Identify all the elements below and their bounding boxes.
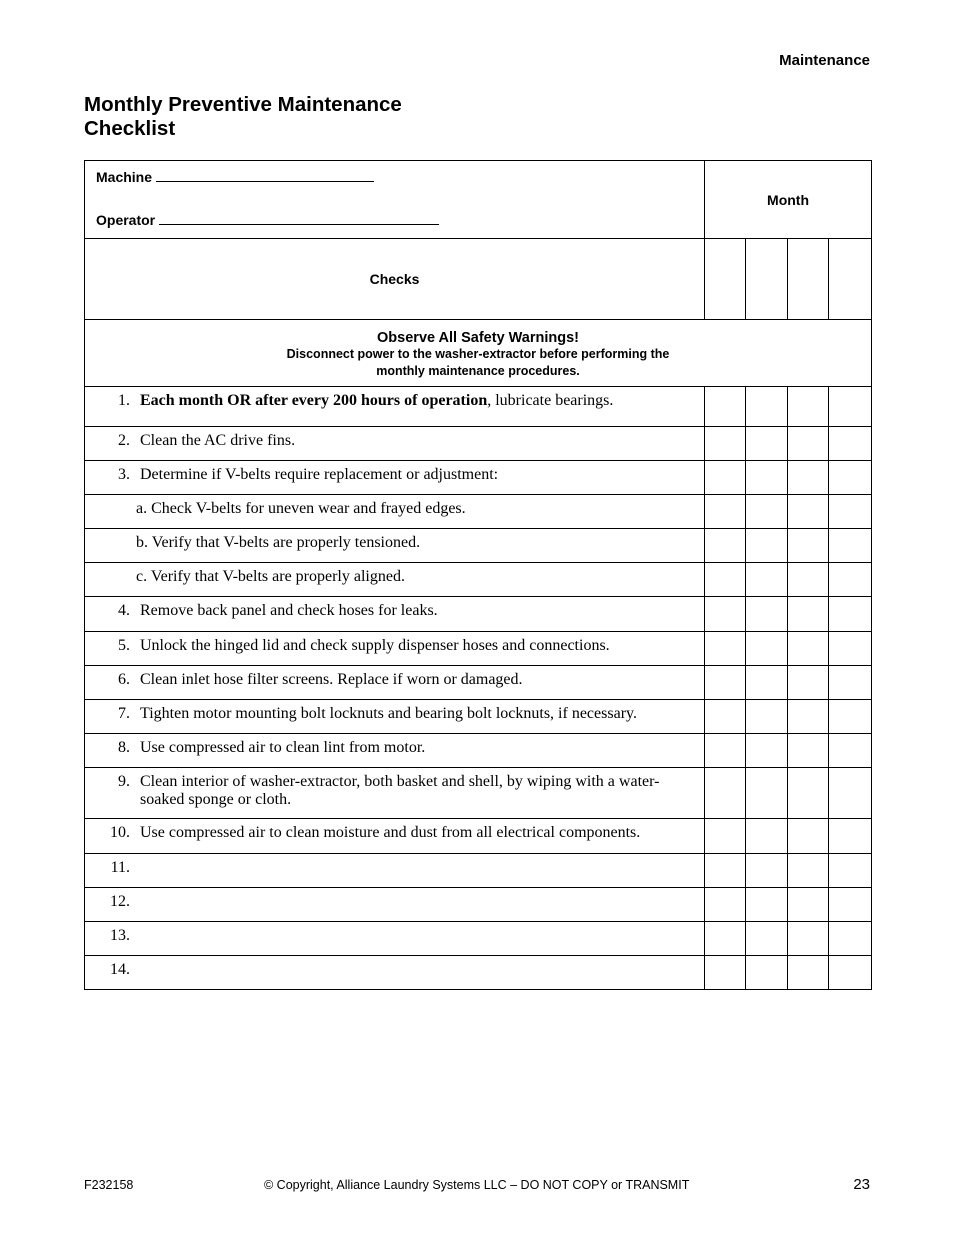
check-cell: [85, 427, 705, 461]
month-header: Month: [705, 161, 872, 239]
month-checkbox-cell-2[interactable]: [746, 563, 788, 597]
month-checkbox-cell-2[interactable]: [746, 461, 788, 495]
checklist-row: [85, 734, 872, 768]
check-cell: [85, 597, 705, 632]
item-text: [140, 432, 694, 450]
month-checkbox-cell-4[interactable]: [829, 700, 872, 734]
item-plain-text: Use compressed air to clean lint from motor.: [140, 739, 426, 756]
month-checkbox-cell-1[interactable]: [705, 495, 746, 529]
month-checkbox-cell-4[interactable]: [829, 387, 872, 427]
warning-line-2: monthly maintenance procedures.: [376, 364, 580, 378]
item-text: [140, 705, 694, 723]
machine-field[interactable]: [156, 169, 374, 182]
checklist-row: [85, 956, 872, 990]
item-plain-text: Clean interior of washer-extractor, both basket and shell, by wiping with a water-soaked sponge or cloth.: [140, 773, 660, 808]
checklist-row: [85, 768, 872, 819]
month-checkbox-cell-3[interactable]: [788, 734, 829, 768]
check-item: [96, 392, 694, 410]
item-number: 2.: [118, 432, 130, 449]
check-item: [96, 534, 694, 552]
month-checkbox-cell-2[interactable]: [746, 888, 788, 922]
month-checkbox-cell-2[interactable]: [746, 632, 788, 666]
check-cell: [85, 495, 705, 529]
month-checkbox-cell-3[interactable]: [788, 495, 829, 529]
item-text: [140, 893, 694, 911]
operator-label: Operator: [96, 212, 156, 228]
check-item: [96, 637, 694, 655]
item-plain-text: Tighten motor mounting bolt locknuts and bearing bolt locknuts, if necessary.: [140, 705, 637, 722]
check-item: [96, 671, 694, 689]
item-text: [140, 602, 694, 620]
item-text: [140, 392, 694, 410]
item-plain-text: Unlock the hinged lid and check supply dispenser hoses and connections.: [140, 637, 610, 654]
month-checkbox-cell-3[interactable]: [788, 632, 829, 666]
item-plain-text: Determine if V-belts require replacement or adjustment:: [140, 466, 499, 483]
checklist-row: [85, 495, 872, 529]
operator-field[interactable]: [159, 212, 439, 225]
month-checkbox-cell-3[interactable]: [788, 888, 829, 922]
month-checkbox-cell-2[interactable]: [746, 597, 788, 632]
month-checkbox-cell-3[interactable]: [788, 768, 829, 819]
check-cell: [85, 387, 705, 427]
checklist-row: [85, 922, 872, 956]
item-text: [136, 534, 694, 552]
month-checkbox-cell-2[interactable]: [746, 734, 788, 768]
item-text: [140, 466, 694, 484]
checks-header: Checks: [85, 239, 705, 320]
item-number: 3.: [118, 466, 130, 483]
check-cell: [85, 819, 705, 854]
month-checkbox-cell-1[interactable]: [705, 888, 746, 922]
month-checkbox-cell-3[interactable]: [788, 563, 829, 597]
month-checkbox-cell-1[interactable]: [705, 734, 746, 768]
check-cell: [85, 956, 705, 990]
check-item: [96, 500, 694, 518]
month-col-4[interactable]: [829, 239, 872, 320]
warning-title: Observe All Safety Warnings!: [377, 330, 580, 346]
month-checkbox-cell-3[interactable]: [788, 387, 829, 427]
checklist-row: [85, 888, 872, 922]
checklist-table: [84, 160, 872, 990]
check-cell: [85, 888, 705, 922]
doc-number: F232158: [84, 1178, 134, 1192]
item-text: [140, 961, 694, 979]
item-number: 11.: [110, 859, 130, 876]
check-item: [96, 859, 694, 877]
month-checkbox-cell-1[interactable]: [705, 700, 746, 734]
month-checkbox-cell-2[interactable]: [746, 922, 788, 956]
check-cell: [85, 922, 705, 956]
checklist-row: [85, 563, 872, 597]
checklist-row: [85, 461, 872, 495]
item-number: 5.: [118, 637, 130, 654]
month-col-2[interactable]: [746, 239, 788, 320]
month-checkbox-cell-4[interactable]: [829, 427, 872, 461]
item-number: 7.: [118, 705, 130, 722]
month-checkbox-cell-2[interactable]: [746, 768, 788, 819]
month-checkbox-cell-4[interactable]: [829, 529, 872, 563]
item-number: 10.: [110, 824, 130, 841]
month-checkbox-cell-1[interactable]: [705, 529, 746, 563]
item-text: [140, 637, 694, 655]
month-checkbox-cell-3[interactable]: [788, 854, 829, 888]
title-line-1: Monthly Preventive Maintenance: [84, 93, 402, 116]
checklist-row: [85, 529, 872, 563]
item-text: [136, 568, 694, 586]
check-cell: [85, 632, 705, 666]
title-line-2: Checklist: [84, 117, 176, 140]
item-number: 6.: [118, 671, 130, 688]
month-checkbox-cell-2[interactable]: [746, 427, 788, 461]
item-text: [140, 671, 694, 689]
month-checkbox-cell-2[interactable]: [746, 854, 788, 888]
safety-warning: [85, 320, 872, 387]
month-checkbox-cell-4[interactable]: [829, 666, 872, 700]
month-checkbox-cell-3[interactable]: [788, 922, 829, 956]
month-col-1[interactable]: [705, 239, 746, 320]
item-bold-text: Each month OR after every 200 hours of operation: [140, 392, 488, 409]
month-checkbox-cell-3[interactable]: [788, 427, 829, 461]
item-number: 9.: [118, 773, 130, 790]
item-plain-text: b. Verify that V-belts are properly tensioned.: [136, 534, 421, 551]
check-item: [96, 824, 694, 842]
checklist-row: [85, 632, 872, 666]
item-text: [140, 927, 694, 945]
item-number: 1.: [118, 392, 130, 409]
check-item: [96, 893, 694, 911]
operator-line: [96, 212, 704, 233]
month-checkbox-cell-1[interactable]: [705, 666, 746, 700]
check-cell: [85, 768, 705, 819]
item-number: 14.: [110, 961, 130, 978]
machine-label: Machine: [96, 169, 153, 185]
check-item: [96, 568, 694, 586]
checklist-row: [85, 666, 872, 700]
month-checkbox-cell-4[interactable]: [829, 854, 872, 888]
check-item: [96, 739, 694, 757]
month-checkbox-cell-4[interactable]: [829, 956, 872, 990]
check-cell: [85, 700, 705, 734]
item-plain-text: c. Verify that V-belts are properly aligned.: [136, 568, 405, 585]
check-cell: [85, 734, 705, 768]
item-text: [140, 739, 694, 757]
month-checkbox-cell-1[interactable]: [705, 819, 746, 854]
month-checkbox-cell-4[interactable]: [829, 563, 872, 597]
copyright-notice: © Copyright, Alliance Laundry Systems LLC – DO NOT COPY or TRANSMIT: [264, 1178, 690, 1192]
month-checkbox-cell-4[interactable]: [829, 768, 872, 819]
item-text: [140, 773, 694, 809]
month-checkbox-cell-2[interactable]: [746, 819, 788, 854]
section-label: Maintenance: [779, 52, 870, 69]
item-plain-text: a. Check V-belts for uneven wear and frayed edges.: [136, 500, 466, 517]
month-checkbox-cell-1[interactable]: [705, 632, 746, 666]
check-item: [96, 927, 694, 945]
check-cell: [85, 563, 705, 597]
month-checkbox-cell-3[interactable]: [788, 700, 829, 734]
checklist-row: [85, 700, 872, 734]
check-cell: [85, 529, 705, 563]
month-checkbox-cell-1[interactable]: [705, 427, 746, 461]
month-checkbox-cell-2[interactable]: [746, 700, 788, 734]
month-checkbox-cell-2[interactable]: [746, 956, 788, 990]
month-checkbox-cell-3[interactable]: [788, 461, 829, 495]
machine-operator-cell: [85, 161, 705, 239]
month-checkbox-cell-4[interactable]: [829, 819, 872, 854]
item-text: [140, 859, 694, 877]
month-checkbox-cell-4[interactable]: [829, 461, 872, 495]
month-checkbox-cell-1[interactable]: [705, 854, 746, 888]
item-text: [136, 500, 694, 518]
month-checkbox-cell-4[interactable]: [829, 632, 872, 666]
month-checkbox-cell-1[interactable]: [705, 461, 746, 495]
check-item: [96, 961, 694, 979]
month-checkbox-cell-1[interactable]: [705, 922, 746, 956]
month-checkbox-cell-2[interactable]: [746, 529, 788, 563]
item-plain-text: Use compressed air to clean moisture and dust from all electrical components.: [140, 824, 641, 841]
month-checkbox-cell-4[interactable]: [829, 888, 872, 922]
month-checkbox-cell-4[interactable]: [829, 734, 872, 768]
item-number: 8.: [118, 739, 130, 756]
month-checkbox-cell-3[interactable]: [788, 956, 829, 990]
month-col-3[interactable]: [788, 239, 829, 320]
check-item: [96, 466, 694, 484]
month-checkbox-cell-3[interactable]: [788, 819, 829, 854]
month-checkbox-cell-1[interactable]: [705, 563, 746, 597]
month-checkbox-cell-2[interactable]: [746, 387, 788, 427]
month-checkbox-cell-4[interactable]: [829, 922, 872, 956]
item-number: 4.: [118, 602, 130, 619]
month-checkbox-cell-4[interactable]: [829, 495, 872, 529]
month-checkbox-cell-3[interactable]: [788, 529, 829, 563]
machine-line: [96, 169, 704, 190]
item-text: [140, 824, 694, 842]
month-checkbox-cell-3[interactable]: [788, 666, 829, 700]
month-checkbox-cell-2[interactable]: [746, 666, 788, 700]
item-plain-text: Remove back panel and check hoses for leaks.: [140, 602, 438, 619]
page-title: [84, 93, 402, 141]
check-cell: [85, 666, 705, 700]
month-checkbox-cell-1[interactable]: [705, 597, 746, 632]
month-checkbox-cell-4[interactable]: [829, 597, 872, 632]
checklist-row: [85, 854, 872, 888]
month-checkbox-cell-1[interactable]: [705, 956, 746, 990]
check-item: [96, 602, 694, 620]
month-checkbox-cell-1[interactable]: [705, 387, 746, 427]
month-checkbox-cell-2[interactable]: [746, 495, 788, 529]
item-plain-text: Clean inlet hose filter screens. Replace if worn or damaged.: [140, 671, 523, 688]
item-number: 13.: [110, 927, 130, 944]
month-checkbox-cell-3[interactable]: [788, 597, 829, 632]
check-item: [96, 773, 694, 809]
checklist-row: [85, 819, 872, 854]
checklist-row: [85, 597, 872, 632]
page-number: 23: [853, 1176, 870, 1193]
check-item: [96, 432, 694, 450]
check-item: [96, 705, 694, 723]
warning-line-1: Disconnect power to the washer-extractor before performing the: [286, 347, 670, 361]
checklist-row: [85, 427, 872, 461]
check-cell: [85, 854, 705, 888]
item-plain-text: , lubricate bearings.: [487, 392, 614, 409]
checklist-row: [85, 387, 872, 427]
month-checkbox-cell-1[interactable]: [705, 768, 746, 819]
item-plain-text: Clean the AC drive fins.: [140, 432, 296, 449]
item-number: 12.: [110, 893, 130, 910]
check-cell: [85, 461, 705, 495]
